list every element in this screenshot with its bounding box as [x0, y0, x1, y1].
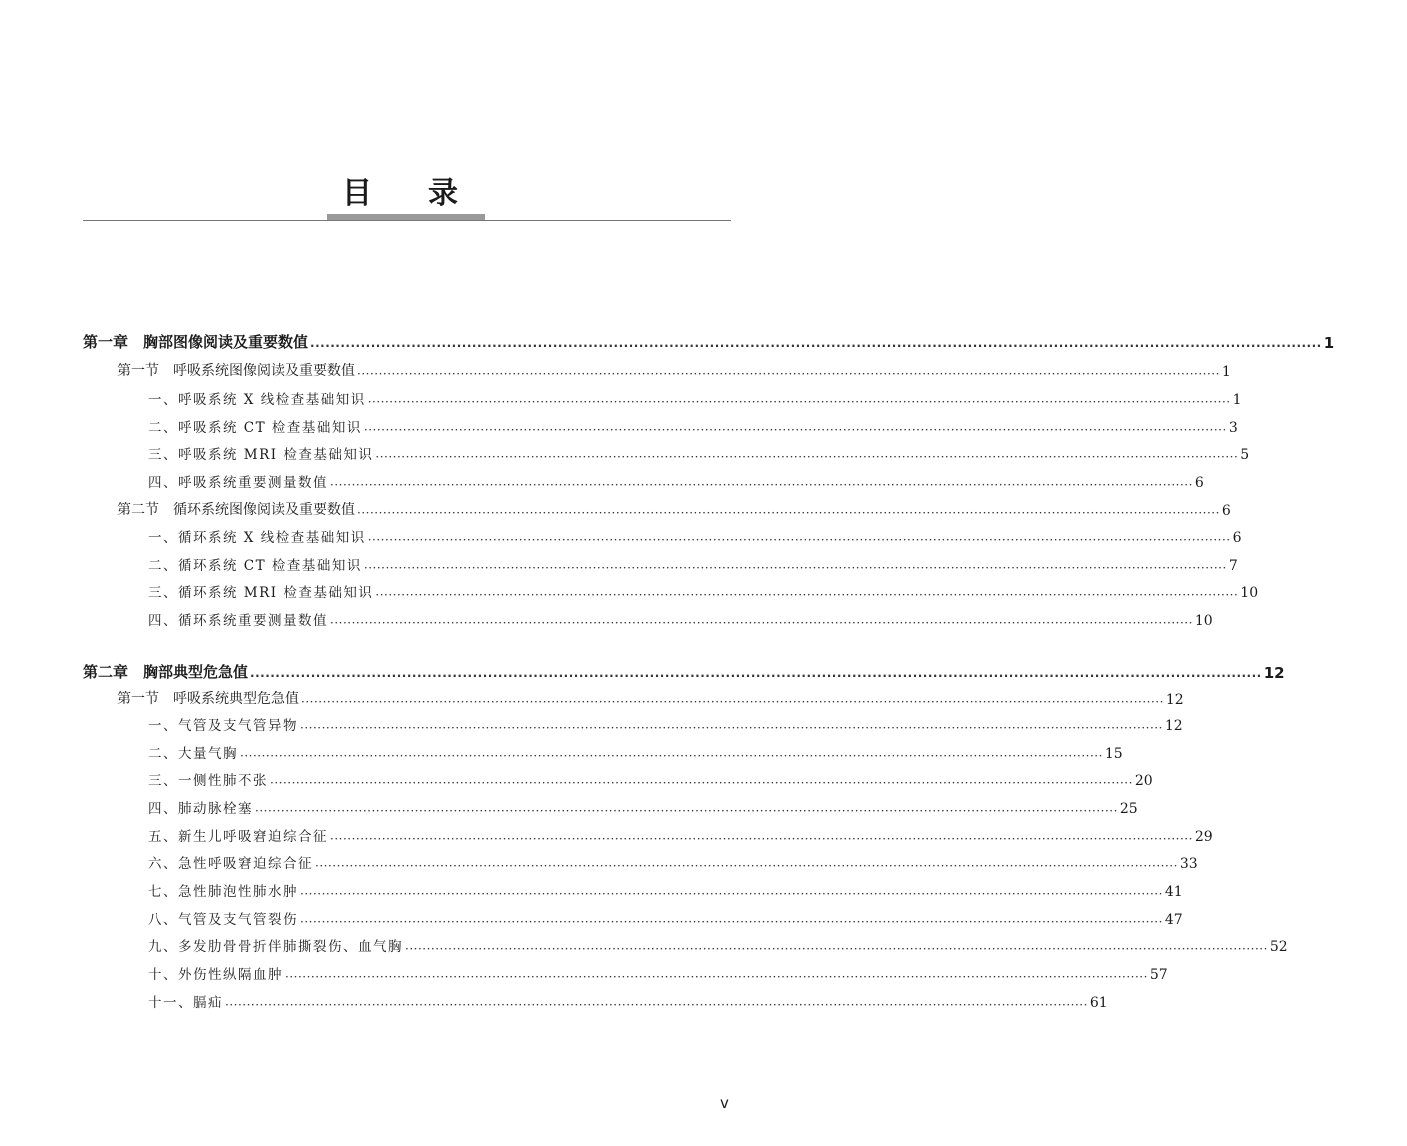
toc-label: 第二章 胸部典型危急值	[83, 663, 249, 681]
toc-label: 七、急性肺泡性肺水肿	[148, 884, 298, 900]
toc-page-number: 29	[1194, 829, 1213, 845]
toc-page-number: 12	[1164, 718, 1183, 734]
toc-label: 四、肺动脉栓塞	[148, 801, 253, 817]
toc-item[interactable]	[0, 736, 1123, 763]
toc-label: 一、呼吸系统 X 线检查基础知识	[148, 392, 366, 408]
toc-page-number: 47	[1164, 912, 1183, 928]
toc-label: 第二节 循环系统图像阅读及重要数值	[117, 502, 355, 518]
toc-item[interactable]	[0, 603, 1213, 630]
toc-page-number: 12	[1263, 664, 1285, 682]
toc-item[interactable]	[0, 465, 1204, 492]
leader-dots: ········································································································································································································	[330, 832, 1193, 846]
leader-dots: ········································································································································································································	[375, 450, 1239, 464]
page-title	[0, 168, 800, 212]
toc-item[interactable]	[0, 791, 1138, 818]
toc-page-number: 3	[1228, 420, 1238, 436]
toc-item[interactable]	[0, 763, 1153, 790]
toc-label: 十一、膈疝	[148, 995, 223, 1011]
toc-page-number: 10	[1194, 613, 1213, 629]
toc-label: 二、循环系统 CT 检查基础知识	[148, 558, 362, 574]
toc-item[interactable]	[0, 846, 1198, 873]
toc-label: 第一节 呼吸系统典型危急值	[117, 691, 299, 707]
leader-dots: ········································································································································································································	[250, 669, 1262, 683]
toc-label: 九、多发肋骨骨折伴肺撕裂伤、血气胸	[148, 939, 403, 955]
toc-item[interactable]	[0, 410, 1238, 437]
leader-dots: ········································································································································································································	[240, 749, 1103, 763]
toc-page-number: 15	[1104, 746, 1123, 762]
leader-dots: ········································································································································································································	[315, 859, 1178, 873]
leader-dots: ········································································································································································································	[255, 804, 1118, 818]
toc-label: 二、呼吸系统 CT 检查基础知识	[148, 420, 362, 436]
toc-page-number: 10	[1240, 585, 1259, 601]
toc-item[interactable]	[0, 874, 1183, 901]
leader-dots: ········································································································································································································	[367, 533, 1231, 547]
leader-dots: ········································································································································································································	[310, 339, 1322, 353]
toc-label: 四、呼吸系统重要测量数值	[148, 475, 328, 491]
leader-dots: ········································································································································································································	[300, 915, 1163, 929]
toc-label: 三、循环系统 MRI 检查基础知识	[148, 585, 374, 601]
toc-label: 十、外伤性纵隔血肿	[148, 967, 283, 983]
toc-page-number: 52	[1269, 939, 1288, 955]
toc-item[interactable]	[0, 437, 1250, 464]
toc-item[interactable]	[0, 382, 1242, 409]
toc-section[interactable]	[0, 682, 1184, 709]
toc-label: 六、急性呼吸窘迫综合征	[148, 856, 313, 872]
leader-dots: ········································································································································································································	[330, 616, 1193, 630]
toc-page-number: 1	[1221, 364, 1231, 380]
leader-dots: ········································································································································································································	[285, 970, 1148, 984]
toc-item[interactable]	[0, 575, 1259, 602]
toc-item[interactable]	[0, 929, 1288, 956]
toc-label: 二、大量气胸	[148, 746, 238, 762]
toc-label: 四、循环系统重要测量数值	[148, 613, 328, 629]
toc-section[interactable]	[0, 493, 1231, 520]
leader-dots: ········································································································································································································	[375, 588, 1239, 602]
leader-dots: ········································································································································································································	[363, 423, 1227, 437]
toc-label: 三、呼吸系统 MRI 检查基础知识	[148, 447, 374, 463]
toc-item[interactable]	[0, 520, 1242, 547]
toc-label: 一、气管及支气管异物	[148, 718, 298, 734]
toc-label: 八、气管及支气管裂伤	[148, 912, 298, 928]
toc-page-number: 25	[1119, 801, 1138, 817]
leader-dots: ········································································································································································································	[363, 561, 1227, 575]
leader-dots: ········································································································································································································	[301, 695, 1164, 709]
leader-dots: ········································································································································································································	[300, 721, 1163, 735]
leader-dots: ········································································································································································································	[270, 776, 1133, 790]
toc-page-number: 1	[1232, 392, 1242, 408]
toc-label: 三、一侧性肺不张	[148, 773, 268, 789]
toc-item[interactable]	[0, 708, 1183, 735]
toc-item[interactable]	[0, 902, 1183, 929]
toc-page-number: 61	[1089, 995, 1108, 1011]
toc-page-number: 7	[1228, 558, 1238, 574]
toc-page-number: 20	[1134, 773, 1153, 789]
leader-dots: ········································································································································································································	[330, 478, 1193, 492]
title-char-2: 录	[428, 176, 458, 211]
toc-item[interactable]	[0, 819, 1213, 846]
toc-chapter[interactable]	[0, 326, 1335, 353]
leader-dots: ········································································································································································································	[367, 395, 1231, 409]
toc-page-number: 6	[1194, 475, 1204, 491]
toc-page-number: 41	[1164, 884, 1183, 900]
toc-item[interactable]	[0, 985, 1108, 1012]
title-divider	[83, 220, 731, 221]
leader-dots: ········································································································································································································	[357, 367, 1220, 381]
toc-label: 一、循环系统 X 线检查基础知识	[148, 530, 366, 546]
toc-page-number: 5	[1240, 447, 1250, 463]
toc-page-number: 12	[1165, 692, 1184, 708]
toc-page-number: 33	[1179, 856, 1198, 872]
leader-dots: ········································································································································································································	[405, 942, 1268, 956]
page-number: v	[720, 1094, 729, 1112]
toc-page-number: 57	[1149, 967, 1168, 983]
leader-dots: ········································································································································································································	[357, 506, 1220, 520]
toc-item[interactable]	[0, 957, 1168, 984]
toc-page-number: 6	[1232, 530, 1242, 546]
title-char-1: 目	[342, 176, 372, 211]
leader-dots: ········································································································································································································	[225, 998, 1088, 1012]
toc-page-number: 1	[1323, 334, 1335, 352]
toc-chapter[interactable]	[0, 656, 1285, 683]
toc-label: 五、新生儿呼吸窘迫综合征	[148, 829, 328, 845]
toc-label: 第一节 呼吸系统图像阅读及重要数值	[117, 363, 355, 379]
toc-item[interactable]	[0, 548, 1238, 575]
leader-dots: ········································································································································································································	[300, 887, 1163, 901]
toc-page-number: 6	[1221, 503, 1231, 519]
toc-label: 第一章 胸部图像阅读及重要数值	[83, 333, 309, 351]
toc-section[interactable]	[0, 354, 1231, 381]
